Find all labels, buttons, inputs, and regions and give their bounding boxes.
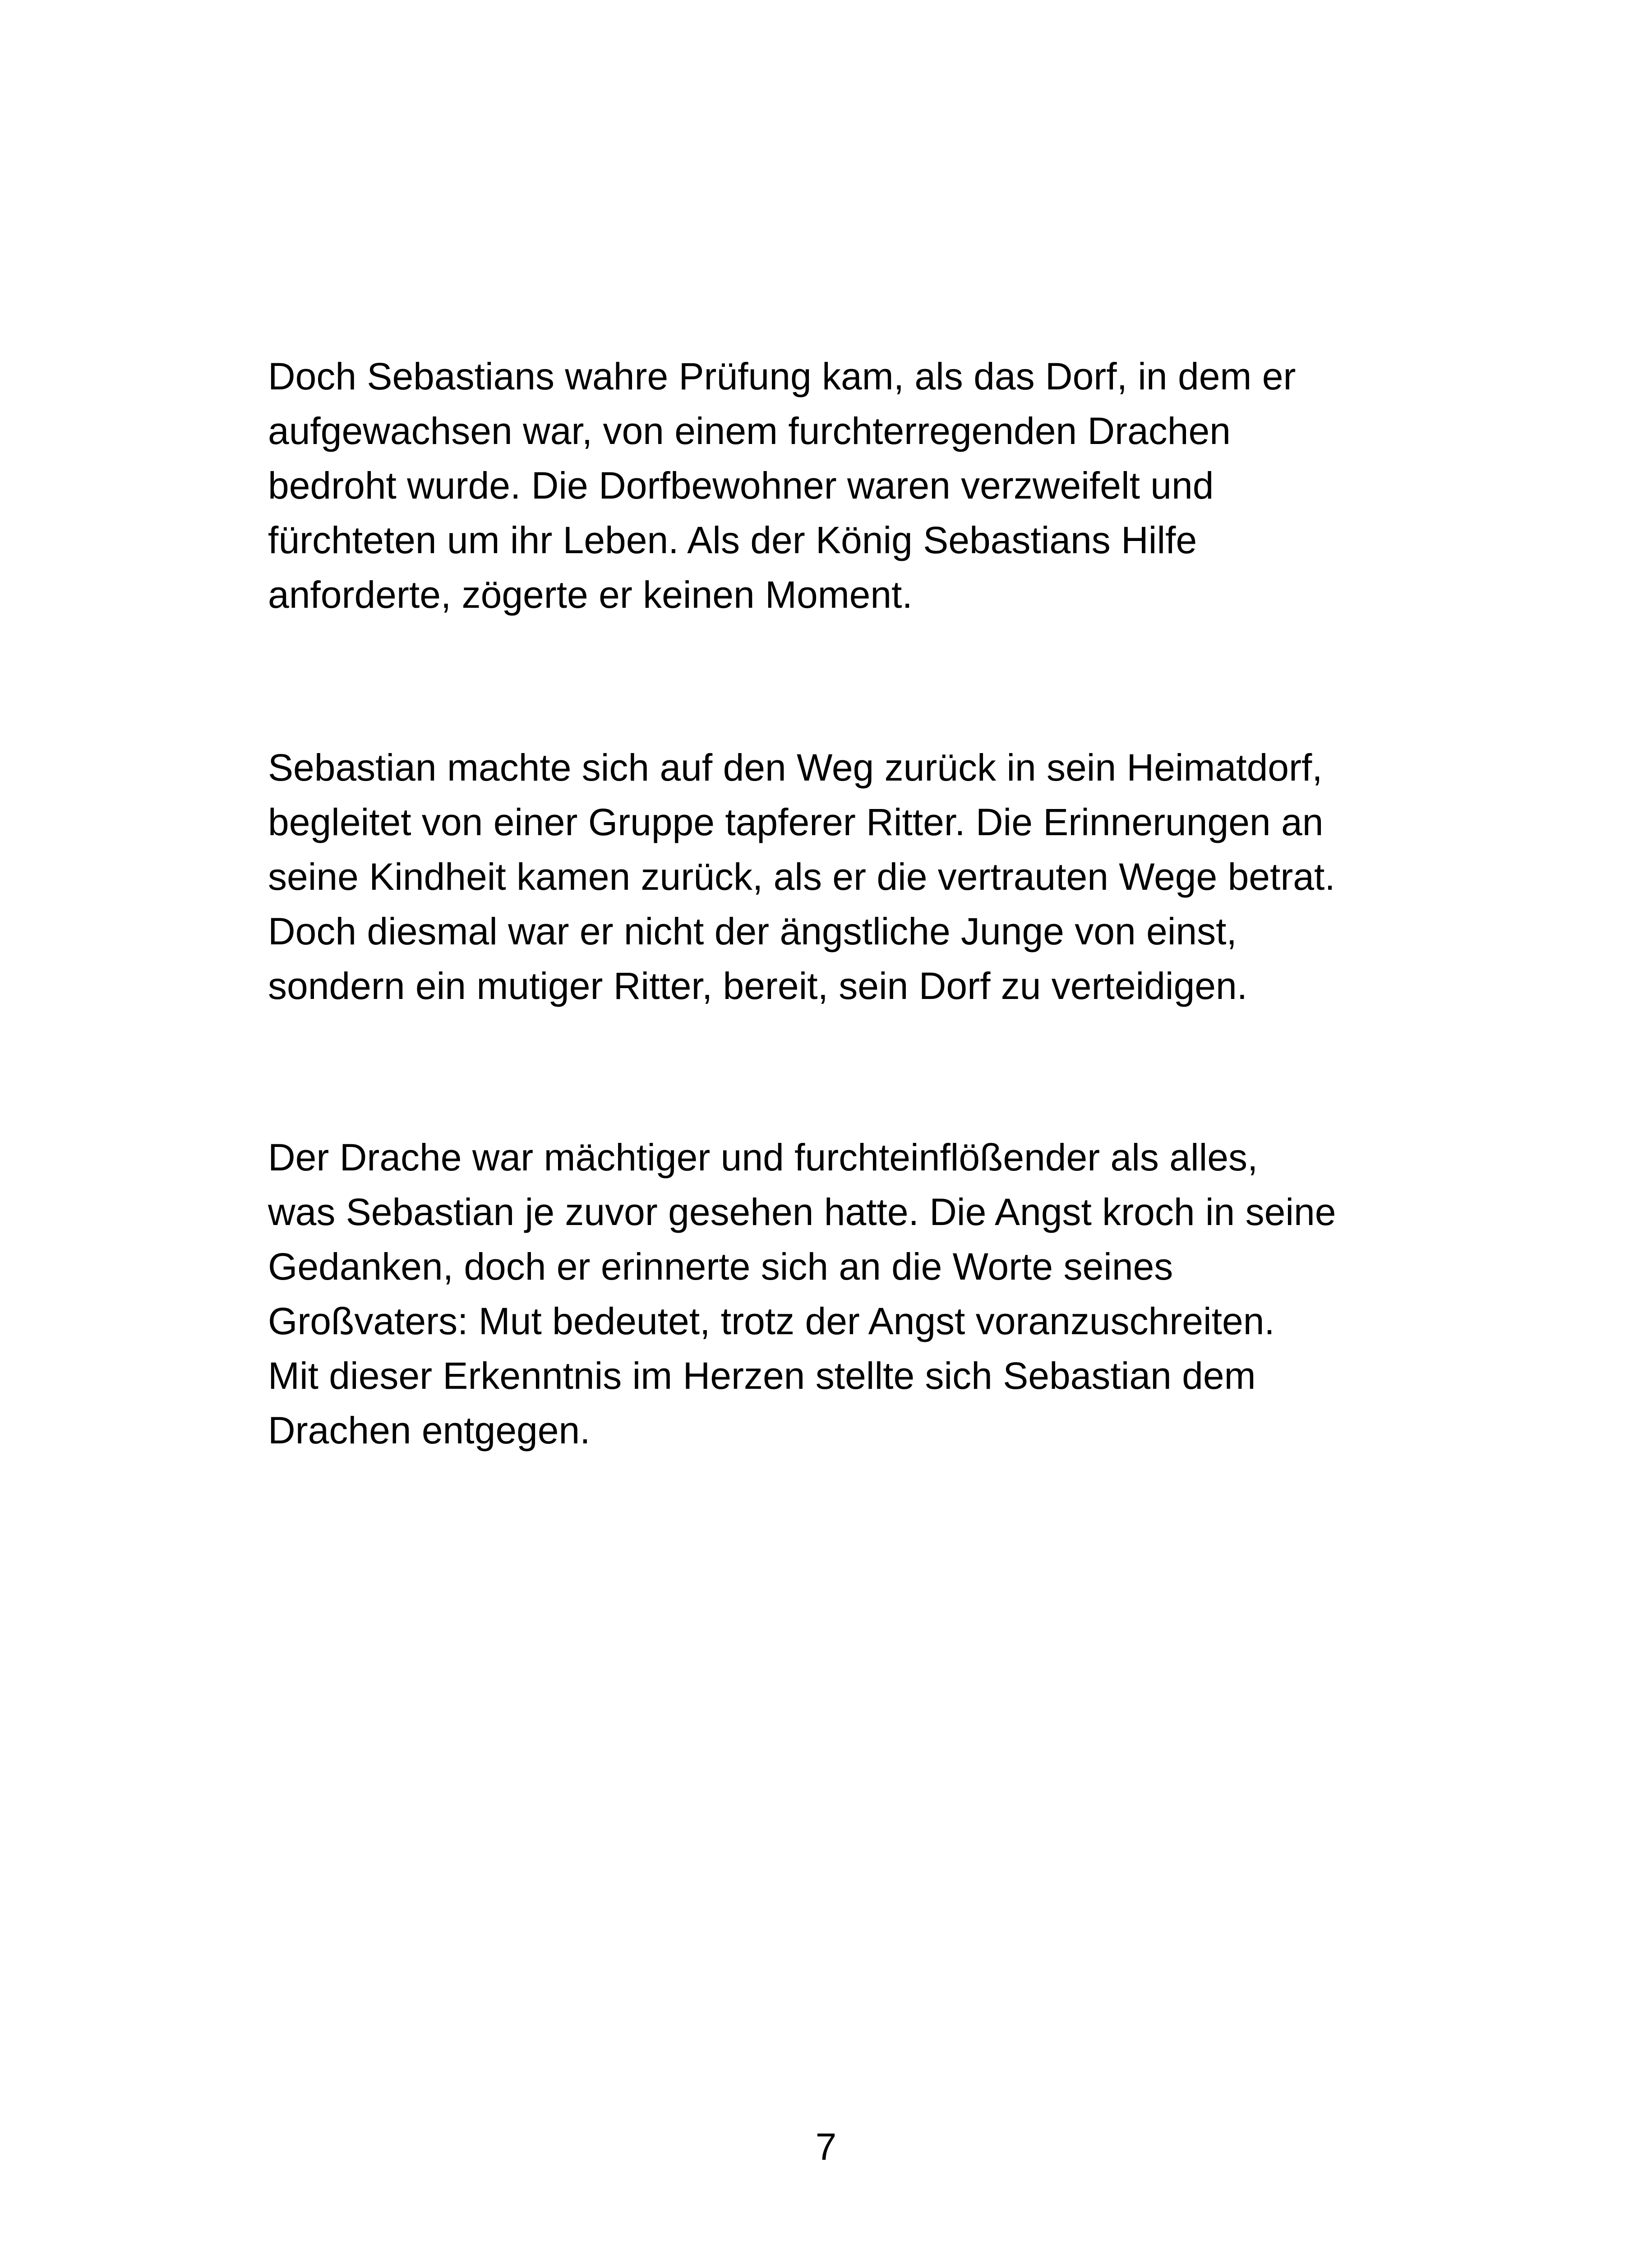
paragraph-line: begleitet von einer Gruppe tapferer Ritter. Die Erinnerungen an bbox=[268, 801, 1324, 843]
paragraph-line: Drachen entgegen. bbox=[268, 1409, 591, 1452]
paragraph-line: fürchteten um ihr Leben. Als der König Sebastians Hilfe bbox=[268, 519, 1197, 561]
paragraph-line: Mit dieser Erkenntnis im Herzen stellte sich Sebastian dem bbox=[268, 1355, 1256, 1397]
page-number: 7 bbox=[815, 2126, 837, 2168]
paragraph-3 bbox=[268, 1130, 1441, 1458]
paragraph-line: Großvaters: Mut bedeutet, trotz der Angst voranzuschreiten. bbox=[268, 1300, 1275, 1342]
paragraph-line: seine Kindheit kamen zurück, als er die vertrauten Wege betrat. bbox=[268, 855, 1335, 898]
paragraph-1 bbox=[268, 349, 1441, 622]
paragraph-line: Doch diesmal war er nicht der ängstliche Junge von einst, bbox=[268, 910, 1237, 952]
paragraph-line: Gedanken, doch er erinnerte sich an die Worte seines bbox=[268, 1245, 1173, 1288]
paragraph-line: anforderte, zögerte er keinen Moment. bbox=[268, 573, 913, 616]
paragraph-line: Doch Sebastians wahre Prüfung kam, als das Dorf, in dem er bbox=[268, 355, 1296, 398]
paragraph-line: was Sebastian je zuvor gesehen hatte. Die Angst kroch in seine bbox=[268, 1191, 1336, 1233]
paragraph-line: bedroht wurde. Die Dorfbewohner waren verzweifelt und bbox=[268, 464, 1214, 507]
paragraph-line: aufgewachsen war, von einem furchterregenden Drachen bbox=[268, 410, 1231, 452]
paragraph-line: sondern ein mutiger Ritter, bereit, sein Dorf zu verteidigen. bbox=[268, 965, 1248, 1007]
paragraph-line: Sebastian machte sich auf den Weg zurück in sein Heimatdorf, bbox=[268, 746, 1323, 789]
paragraph-2 bbox=[268, 740, 1441, 1013]
paragraph-line: Der Drache war mächtiger und furchteinflößender als alles, bbox=[268, 1136, 1258, 1179]
